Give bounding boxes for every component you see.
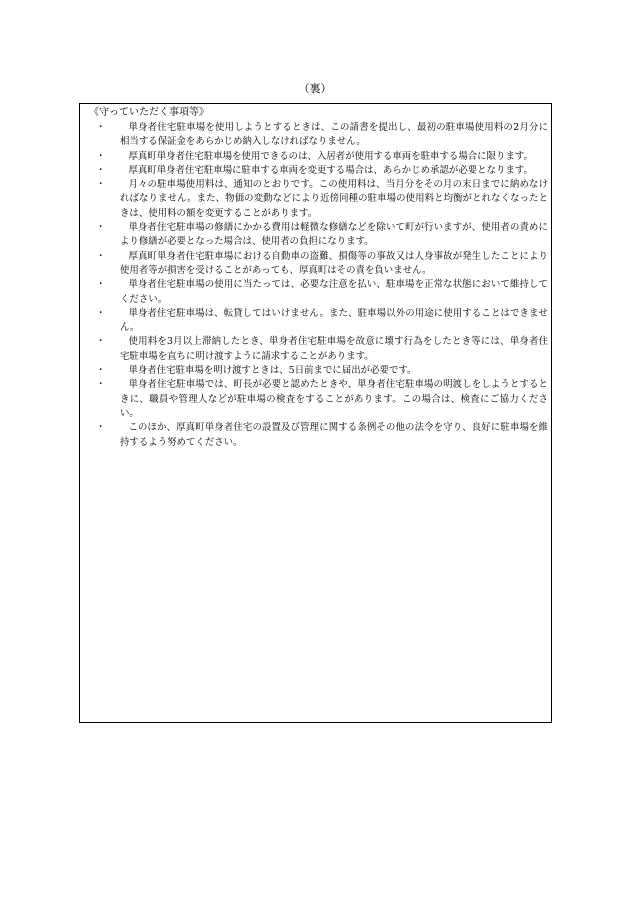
rule-item: [92, 250, 548, 279]
rule-item: [92, 421, 548, 450]
bullet-icon: ・: [96, 307, 106, 319]
rule-text: 単身者住宅駐車場の使用に当たっては、必要な注意を払い、駐車場を正常な状態において維持してください。: [120, 279, 548, 305]
rules-box: [79, 103, 552, 723]
rule-text: 使用料を3月以上滞納したとき、単身者住宅駐車場を故意に壊す行為をしたとき等には、単身者住宅駐車場を直ちに明け渡すように請求することがあります。: [120, 336, 548, 362]
bullet-icon: ・: [96, 122, 106, 133]
rule-item: [92, 335, 548, 364]
rule-item: [92, 378, 548, 421]
rule-text: 単身者住宅駐車場は、転貸してはいけません。また、駐車場以外の用途に使用することはできません。: [120, 307, 548, 334]
rule-item: [92, 150, 548, 164]
rule-text: 単身者住宅駐車場では、町長が必要と認めたときや、単身者住宅駐車場の明渡しをしようとするときに、職員や管理人などが駐車場の検査をすることがあります。この場合は、検査にご協力ください。: [120, 379, 548, 419]
bullet-icon: ・: [96, 222, 106, 234]
bullet-icon: ・: [96, 336, 106, 348]
rule-text: 単身者住宅駐車場を使用しようとするときは、この請書を提出し、最初の駐車場使用料の2月分に相当する保証金をあらかじめ納入しなければなりません。: [120, 122, 548, 148]
bullet-icon: ・: [96, 179, 106, 191]
rule-item: [92, 164, 548, 178]
bullet-icon: ・: [96, 150, 106, 162]
bullet-icon: ・: [96, 365, 106, 377]
rule-item: [92, 121, 548, 150]
rule-item: [92, 364, 548, 378]
rule-item: [92, 307, 548, 336]
bullet-icon: ・: [96, 250, 106, 262]
bullet-icon: ・: [96, 279, 106, 291]
rule-item: [92, 178, 548, 221]
rule-text: 月々の駐車場使用料は、通知のとおりです。この使用料は、当月分をその月の末日までに納めなければなりません。また、物価の変動などにより近傍同種の駐車場の使用料と均衡がとれなくなったときは、使用料の額を変更することがあります。: [120, 179, 548, 219]
rule-text: 厚真町単身者住宅駐車場における自動車の盗難、損傷等の事故又は人身事故が発生したことにより使用者等が損害を受けることがあっても、厚真町はその責を負いません。: [120, 250, 548, 276]
rule-item: [92, 278, 548, 307]
rule-text: 単身者住宅駐車場の修繕にかかる費用は軽微な修繕などを除いて町が行いますが、使用者の責めにより修繕が必要となった場合は、使用者の負担になります。: [120, 222, 548, 248]
rules-heading: 《守っていただく事項等》: [89, 107, 209, 118]
rules-list: [92, 121, 548, 450]
rule-text: 厚真町単身者住宅駐車場に駐車する車両を変更する場合は、あらかじめ承認が必要となります。: [128, 164, 533, 176]
page-side-label: （裏）: [298, 82, 332, 95]
bullet-icon: ・: [96, 422, 106, 434]
rule-text: 単身者住宅駐車場を明け渡すときは、5日前までに届出が必要です。: [128, 365, 417, 377]
rule-item: [92, 221, 548, 250]
rule-text: 厚真町単身者住宅駐車場を使用できるのは、入居者が使用する車両を駐車する場合に限ります。: [128, 150, 533, 162]
bullet-icon: ・: [96, 379, 106, 391]
rule-text: このほか、厚真町単身者住宅の設置及び管理に関する条例その他の法令を守り、良好に駐車場を維持するよう努めてください。: [120, 422, 548, 448]
bullet-icon: ・: [96, 164, 106, 176]
